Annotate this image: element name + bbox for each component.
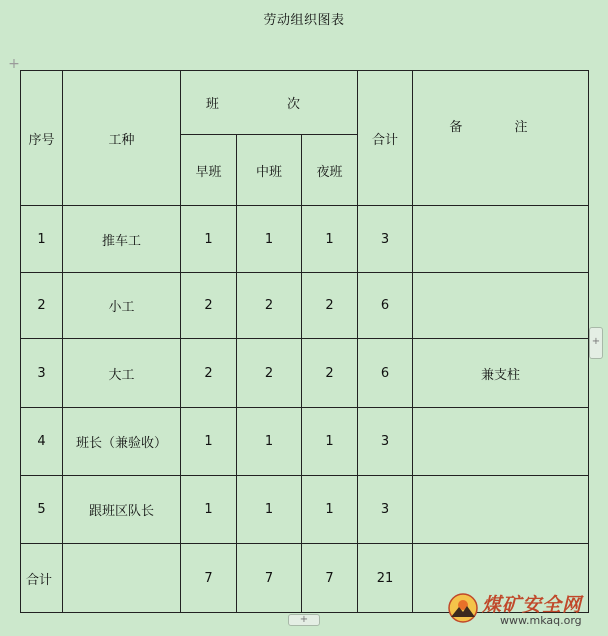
row-seq: 1 xyxy=(21,206,63,273)
header-shift-middle: 中班 xyxy=(237,135,302,206)
row-middle: 1 xyxy=(237,476,302,544)
row-total: 3 xyxy=(358,476,413,544)
document-title: 劳动组织图表 xyxy=(263,13,345,28)
table-move-handle-icon[interactable]: + xyxy=(8,56,20,72)
row-seq: 2 xyxy=(21,273,63,339)
row-resize-handle-icon[interactable]: + xyxy=(288,614,320,626)
row-early: 1 xyxy=(181,408,237,476)
row-job: 跟班区队长 xyxy=(63,476,181,544)
watermark-name: 煤矿安全网 xyxy=(482,594,583,616)
row-seq: 5 xyxy=(21,476,63,544)
row-job: 推车工 xyxy=(63,206,181,273)
row-remark xyxy=(413,273,589,339)
row-remark xyxy=(413,408,589,476)
header-row-top xyxy=(21,71,589,135)
watermark-url: www.mkaq.org xyxy=(500,614,582,627)
row-night: 2 xyxy=(302,339,358,408)
row-remark xyxy=(413,206,589,273)
row-middle: 2 xyxy=(237,273,302,339)
row-job: 大工 xyxy=(63,339,181,408)
row-remark xyxy=(413,476,589,544)
row-early: 1 xyxy=(181,206,237,273)
table-row xyxy=(21,476,589,544)
row-middle: 1 xyxy=(237,408,302,476)
summary-night: 7 xyxy=(302,544,358,613)
row-total: 6 xyxy=(358,273,413,339)
summary-job xyxy=(63,544,181,613)
summary-early: 7 xyxy=(181,544,237,613)
header-shift-early: 早班 xyxy=(181,135,237,206)
row-early: 2 xyxy=(181,273,237,339)
row-middle: 1 xyxy=(237,206,302,273)
header-total: 合计 xyxy=(358,71,413,206)
summary-label: 合计 xyxy=(21,544,63,613)
header-shift-group: 班 次 xyxy=(181,71,358,135)
row-seq: 3 xyxy=(21,339,63,408)
summary-middle: 7 xyxy=(237,544,302,613)
row-total: 6 xyxy=(358,339,413,408)
labor-organization-table xyxy=(20,70,589,613)
header-job: 工种 xyxy=(63,71,181,206)
row-job: 小工 xyxy=(63,273,181,339)
header-remark: 备 注 xyxy=(413,71,589,206)
row-total: 3 xyxy=(358,206,413,273)
row-early: 2 xyxy=(181,339,237,408)
row-job: 班长（兼验收） xyxy=(63,408,181,476)
row-seq: 4 xyxy=(21,408,63,476)
row-night: 1 xyxy=(302,206,358,273)
header-shift-night: 夜班 xyxy=(302,135,358,206)
table-row xyxy=(21,408,589,476)
table-row xyxy=(21,206,589,273)
table-row xyxy=(21,273,589,339)
row-remark: 兼支柱 xyxy=(413,339,589,408)
row-night: 2 xyxy=(302,273,358,339)
row-middle: 2 xyxy=(237,339,302,408)
row-early: 1 xyxy=(181,476,237,544)
watermark xyxy=(444,590,604,630)
row-night: 1 xyxy=(302,476,358,544)
mountain-sun-logo-icon xyxy=(448,593,478,623)
column-resize-handle-icon[interactable]: + xyxy=(589,327,603,359)
row-total: 3 xyxy=(358,408,413,476)
row-night: 1 xyxy=(302,408,358,476)
header-seq: 序号 xyxy=(21,71,63,206)
summary-total: 21 xyxy=(358,544,413,613)
table-row xyxy=(21,339,589,408)
